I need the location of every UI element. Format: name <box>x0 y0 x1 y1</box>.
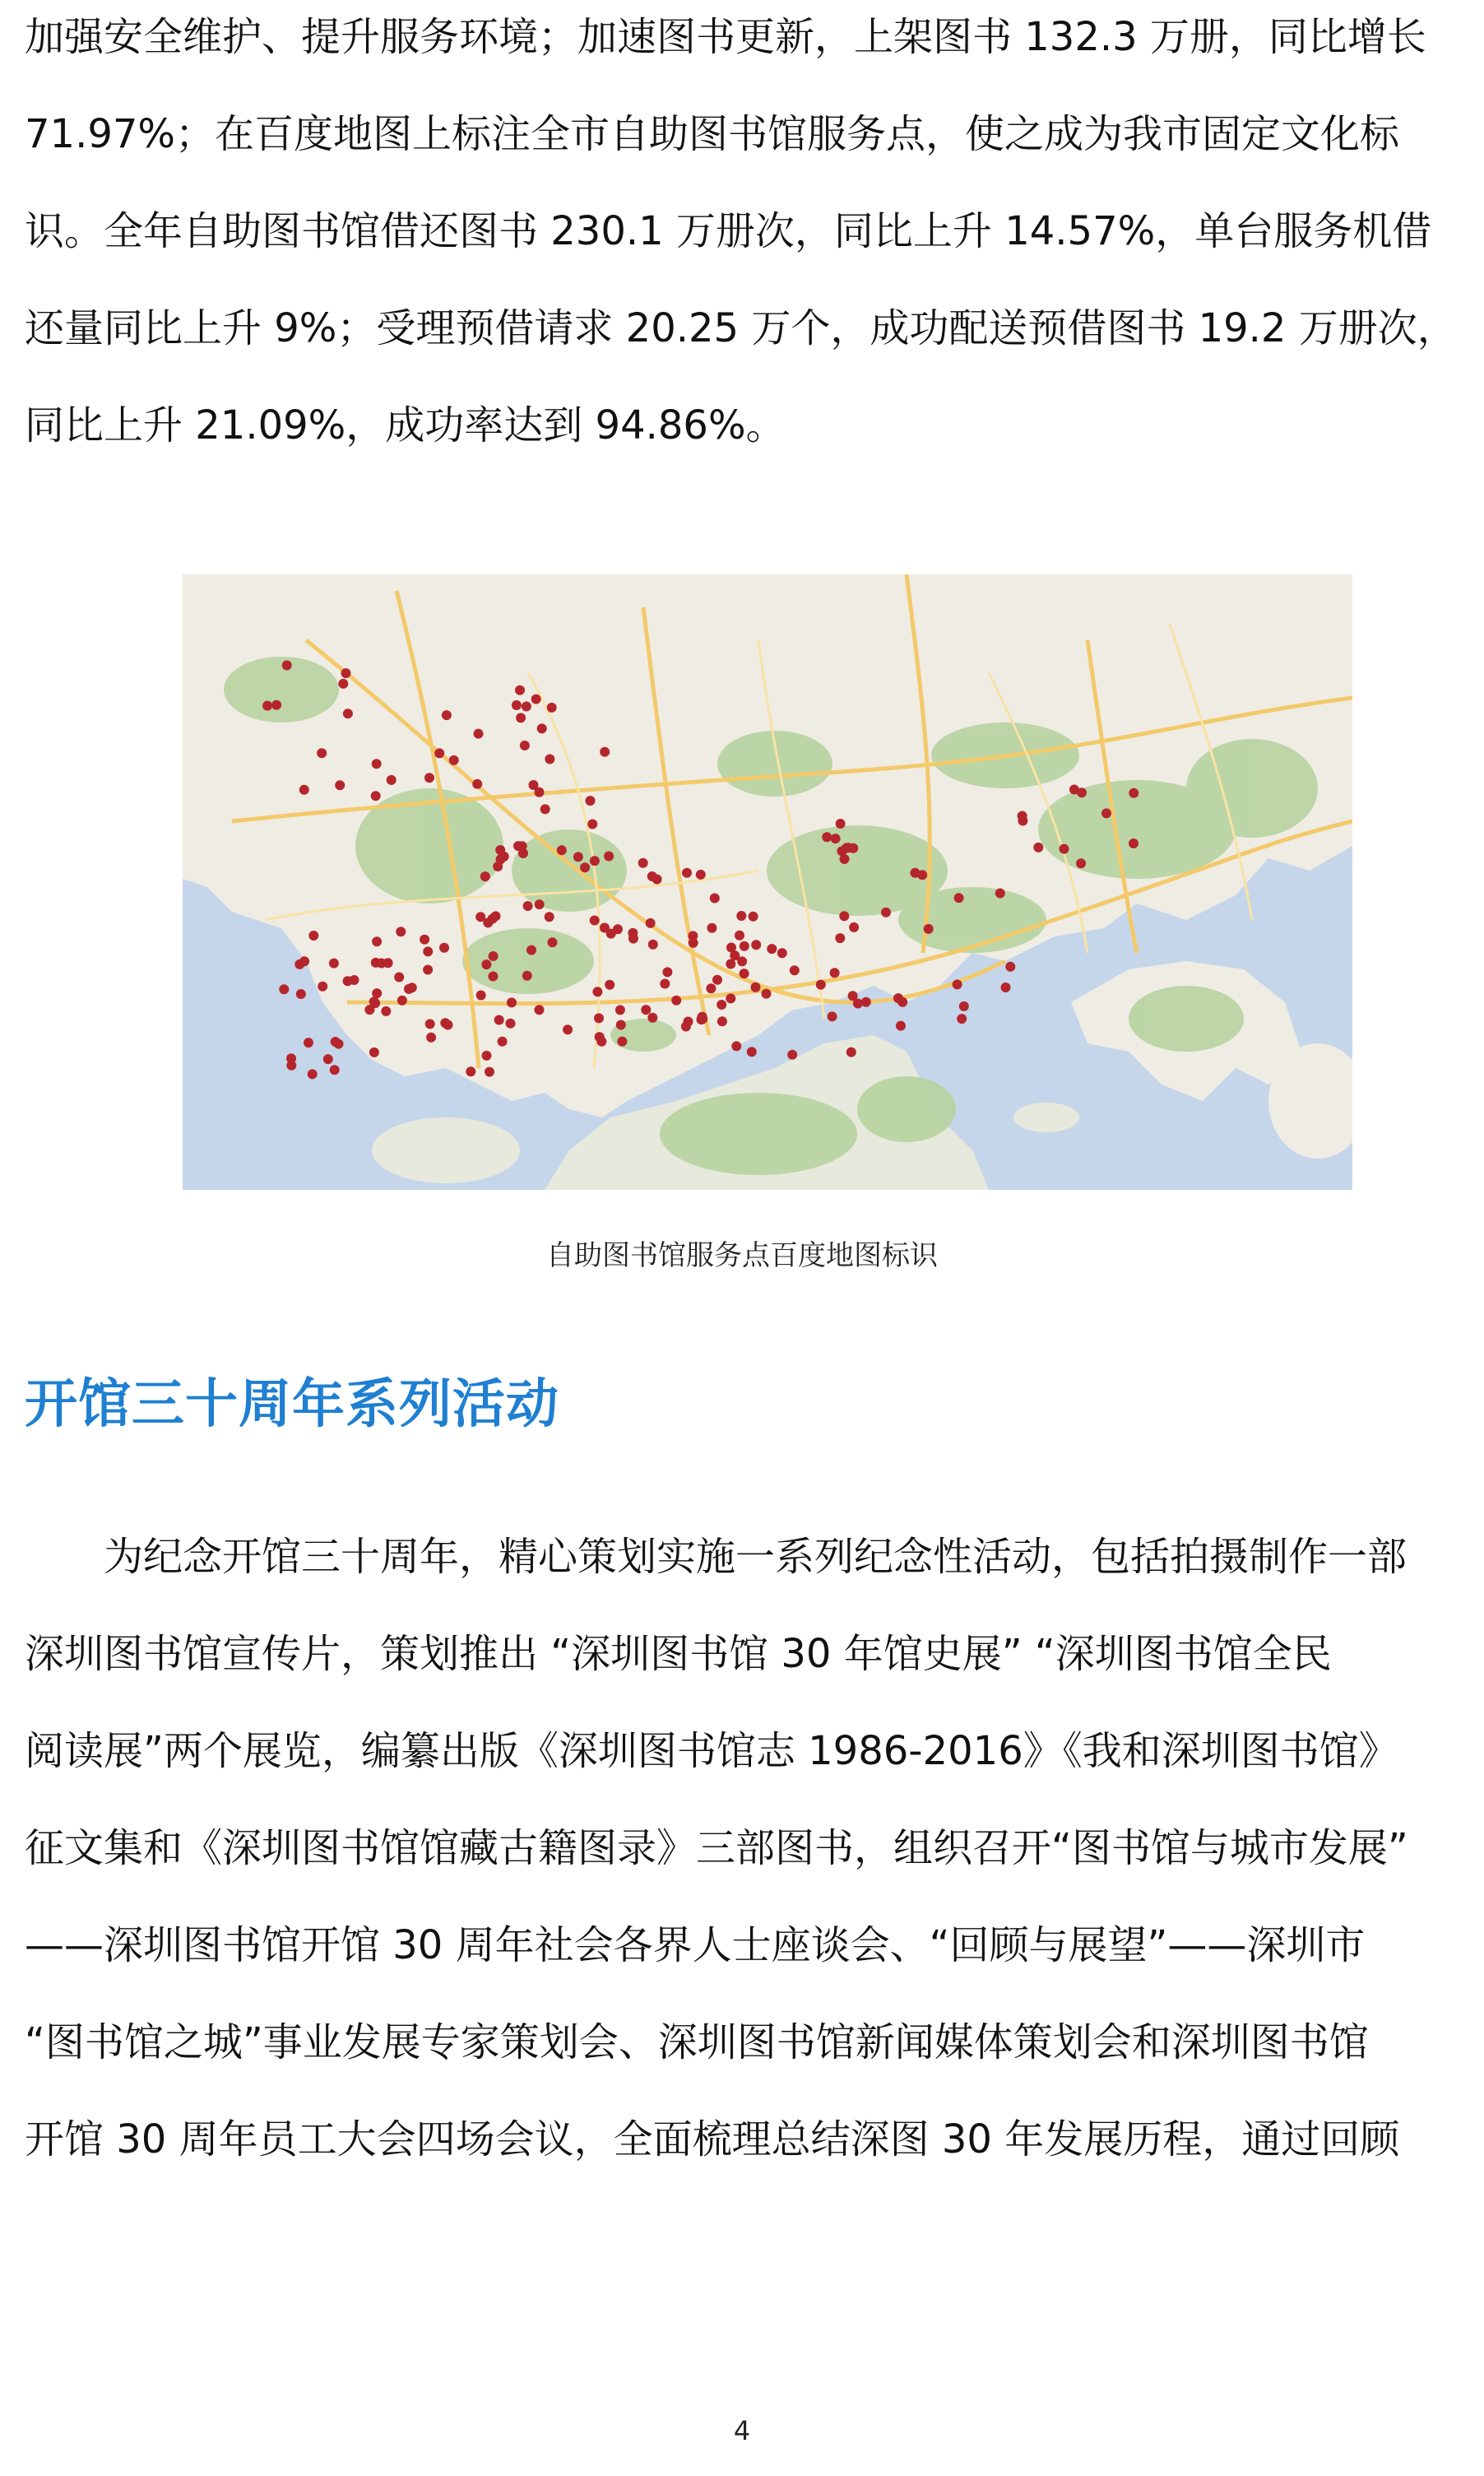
map-marker <box>689 938 698 948</box>
map-marker <box>483 917 493 927</box>
map-marker <box>563 1024 573 1034</box>
map-marker <box>1076 858 1086 868</box>
map-marker <box>531 694 541 704</box>
map-marker <box>472 779 482 789</box>
map-marker <box>488 972 498 982</box>
map-marker <box>646 918 656 928</box>
map-marker <box>896 1021 906 1031</box>
map-marker <box>498 1037 508 1047</box>
map-marker <box>271 700 281 710</box>
map-marker <box>1129 788 1139 798</box>
map-marker <box>434 748 444 758</box>
map-marker <box>489 951 499 961</box>
paragraph-library-stats <box>25 0 1459 474</box>
map-marker <box>425 1019 435 1029</box>
map-marker <box>423 946 433 956</box>
map-marker <box>449 755 459 765</box>
map-marker <box>493 862 503 871</box>
map-marker <box>573 852 583 862</box>
map-marker <box>698 1012 707 1022</box>
map-marker <box>842 843 851 853</box>
map-marker <box>616 1020 626 1030</box>
text-line: 加强安全维护、提升服务环境；加速图书更新，上架图书 132.3 万册，同比增长 <box>25 14 1426 60</box>
map-marker <box>586 796 596 806</box>
paragraph-anniversary <box>25 1508 1459 2188</box>
section-heading: 开馆三十周年系列活动 <box>25 1374 559 1435</box>
map-marker <box>407 983 417 992</box>
map-marker <box>726 993 735 1003</box>
map-marker <box>954 893 964 903</box>
map-marker <box>522 702 531 712</box>
map-marker <box>716 1000 726 1010</box>
map-marker <box>587 820 597 829</box>
map-marker <box>1060 844 1069 854</box>
map-marker <box>1018 811 1027 821</box>
map-marker <box>485 1067 494 1077</box>
map-marker <box>387 775 397 785</box>
text-line: 还量同比上升 9%；受理预借请求 20.25 万个，成功配送预借图书 19.2 万册次， <box>25 305 1457 351</box>
map-marker <box>286 1061 296 1071</box>
map-marker <box>712 975 722 985</box>
map-marker <box>1033 843 1043 852</box>
map-marker <box>381 1006 391 1016</box>
map-marker <box>953 979 962 989</box>
map-marker <box>995 889 1005 899</box>
map-marker <box>840 854 850 864</box>
map-marker <box>499 852 509 862</box>
map-marker <box>548 937 558 947</box>
map-marker <box>628 934 638 944</box>
map-marker <box>836 819 846 829</box>
text-line: “图书馆之城”事业发展专家策划会、深圳图书馆新闻媒体策划会和深圳图书馆 <box>25 2019 1369 2065</box>
map-marker <box>830 968 840 978</box>
map-marker <box>604 852 614 862</box>
map-marker <box>513 841 523 851</box>
map-marker <box>522 971 532 981</box>
map-marker <box>377 959 387 969</box>
text-line: 开馆 30 周年员工大会四场会议，全面梳理总结深图 30 年发展历程，通过回顾 <box>25 2116 1400 2162</box>
map-marker <box>835 933 845 943</box>
map-marker <box>605 980 614 990</box>
map-marker <box>338 679 348 689</box>
map-marker <box>717 1016 727 1026</box>
map-marker <box>317 748 327 758</box>
map-marker <box>762 989 772 999</box>
map-marker <box>318 982 327 992</box>
map-marker <box>849 922 859 932</box>
map-marker <box>881 908 891 917</box>
map-marker <box>520 741 530 750</box>
map-marker <box>343 708 353 718</box>
map-marker <box>831 834 841 843</box>
text-line: 征文集和《深圳图书馆馆藏古籍图录》三部图书，组织召开“图书馆与城市发展” <box>25 1825 1408 1871</box>
map-marker <box>439 943 449 953</box>
map-marker <box>515 685 525 695</box>
map-marker <box>648 940 658 950</box>
map-marker <box>1069 785 1079 795</box>
map-marker <box>594 1013 604 1023</box>
text-line: 阅读展”两个展览，编纂出版《深圳图书馆志 1986-2016》《我和深圳图书馆》 <box>25 1728 1398 1774</box>
page-number: 4 <box>733 2415 751 2446</box>
map-marker <box>516 713 526 722</box>
map-marker <box>426 1033 436 1043</box>
map-marker <box>529 780 539 790</box>
map-marker <box>545 912 554 922</box>
map-marker <box>861 997 871 1007</box>
map-marker <box>481 959 491 969</box>
map-marker <box>662 967 672 977</box>
map-marker <box>740 941 749 951</box>
map-marker <box>424 773 434 783</box>
map-marker <box>299 956 309 966</box>
map-marker <box>684 1017 693 1027</box>
map-marker <box>638 858 648 868</box>
map-marker <box>547 703 557 713</box>
map-marker <box>740 969 749 978</box>
map-marker <box>545 755 554 764</box>
map-marker <box>1101 808 1111 818</box>
map-marker <box>959 1001 969 1011</box>
map-marker <box>606 929 616 939</box>
map-marker <box>296 989 306 999</box>
map-marker <box>580 862 590 872</box>
map-marker <box>299 785 309 795</box>
map-marker <box>329 959 339 969</box>
map-marker <box>480 871 490 881</box>
map-marker <box>535 899 545 909</box>
map-marker <box>596 1037 606 1047</box>
map-marker <box>323 1054 333 1064</box>
map-marker <box>822 832 832 842</box>
map-marker <box>331 1037 341 1047</box>
map-marker <box>396 927 406 936</box>
map-marker <box>1005 962 1015 972</box>
map-marker <box>777 948 787 958</box>
map-marker <box>330 1065 340 1075</box>
map-marker <box>476 991 486 1001</box>
map-marker <box>308 1069 318 1079</box>
map-marker <box>397 996 407 1006</box>
map-marker <box>710 894 720 904</box>
map-marker <box>924 924 934 934</box>
map-marker <box>897 997 907 1007</box>
map-marker <box>647 1013 657 1023</box>
map-marker <box>372 759 382 769</box>
map-marker <box>537 723 547 733</box>
map-marker <box>641 1005 651 1015</box>
map-marker <box>957 1014 967 1024</box>
map-marker <box>371 791 381 801</box>
map-marker <box>474 729 484 739</box>
map-marker <box>1129 838 1139 848</box>
map-marker <box>526 945 536 955</box>
map-marker <box>790 965 800 975</box>
map-marker <box>828 1011 837 1021</box>
text-line: 为纪念开馆三十周年，精心策划实施一系列纪念性活动，包括拍摄制作一部 <box>25 1534 1407 1580</box>
map-marker <box>394 973 404 983</box>
map-marker <box>557 845 567 855</box>
map-marker <box>372 936 382 946</box>
map-marker <box>506 1019 516 1029</box>
map-marker <box>592 987 602 996</box>
text-line: 同比上升 21.09%，成功率达到 94.86%。 <box>25 402 786 448</box>
figure-caption: 自助图书馆服务点百度地图标识 <box>546 1239 938 1272</box>
map-marker <box>910 868 920 878</box>
map-marker <box>590 916 600 926</box>
map-marker <box>341 668 351 678</box>
map-marker <box>737 956 747 966</box>
map-marker <box>494 1015 504 1025</box>
map-marker <box>707 923 717 933</box>
map-marker <box>372 988 382 998</box>
map-marker <box>540 804 550 814</box>
map-image <box>183 574 1352 1190</box>
map-marker <box>466 1066 475 1076</box>
map-marker <box>308 931 318 941</box>
map-marker <box>726 959 735 969</box>
map-marker <box>846 1048 856 1057</box>
map-marker <box>590 856 600 866</box>
map-marker <box>751 940 761 950</box>
map-marker <box>282 661 292 671</box>
map-marker <box>617 1037 627 1047</box>
map-marker <box>749 912 758 922</box>
map-marker <box>262 701 272 711</box>
map-marker <box>423 965 433 975</box>
map-marker <box>660 979 670 989</box>
map-marker <box>652 875 662 885</box>
map-marker <box>512 700 522 710</box>
map-marker <box>335 780 345 790</box>
map-marker <box>751 983 761 992</box>
text-line: ——深圳图书馆开馆 30 周年社会各界人士座谈会、“回顾与展望”——深圳市 <box>25 1922 1366 1968</box>
map-marker <box>304 1038 313 1048</box>
map-marker <box>535 1005 545 1015</box>
map-marker <box>440 1018 450 1028</box>
map-marker <box>279 984 289 994</box>
map-marker <box>706 983 716 993</box>
map-marker <box>600 747 610 757</box>
map-marker <box>671 996 681 1006</box>
map-marker <box>839 911 849 921</box>
map-marker <box>787 1050 797 1060</box>
map-marker <box>507 997 517 1007</box>
map-marker <box>482 1051 492 1061</box>
map-marker <box>726 943 736 953</box>
map-marker <box>523 901 533 911</box>
map-marker <box>369 1048 379 1057</box>
map-marker <box>731 1041 741 1051</box>
map-marker <box>816 980 826 990</box>
service-points-map <box>183 574 1352 1190</box>
map-marker <box>615 1005 625 1015</box>
map-marker <box>343 976 353 986</box>
map-marker <box>420 935 429 945</box>
map-marker <box>747 1047 757 1057</box>
text-line: 深圳图书馆宣传片，策划推出 “深圳图书馆 30 年馆史展” “深圳图书馆全民 <box>25 1631 1332 1677</box>
map-marker <box>736 911 746 921</box>
map-marker <box>767 944 777 954</box>
map-marker <box>735 931 744 941</box>
map-marker <box>696 870 706 880</box>
map-marker <box>682 868 692 878</box>
text-line: 识。全年自助图书馆借还图书 230.1 万册次，同比上升 14.57%，单台服务机借 <box>25 208 1432 254</box>
map-marker <box>1001 983 1011 992</box>
map-marker <box>442 710 452 720</box>
text-line: 71.97%；在百度地图上标注全市自助图书馆服务点，使之成为我市固定文化标 <box>25 111 1400 157</box>
